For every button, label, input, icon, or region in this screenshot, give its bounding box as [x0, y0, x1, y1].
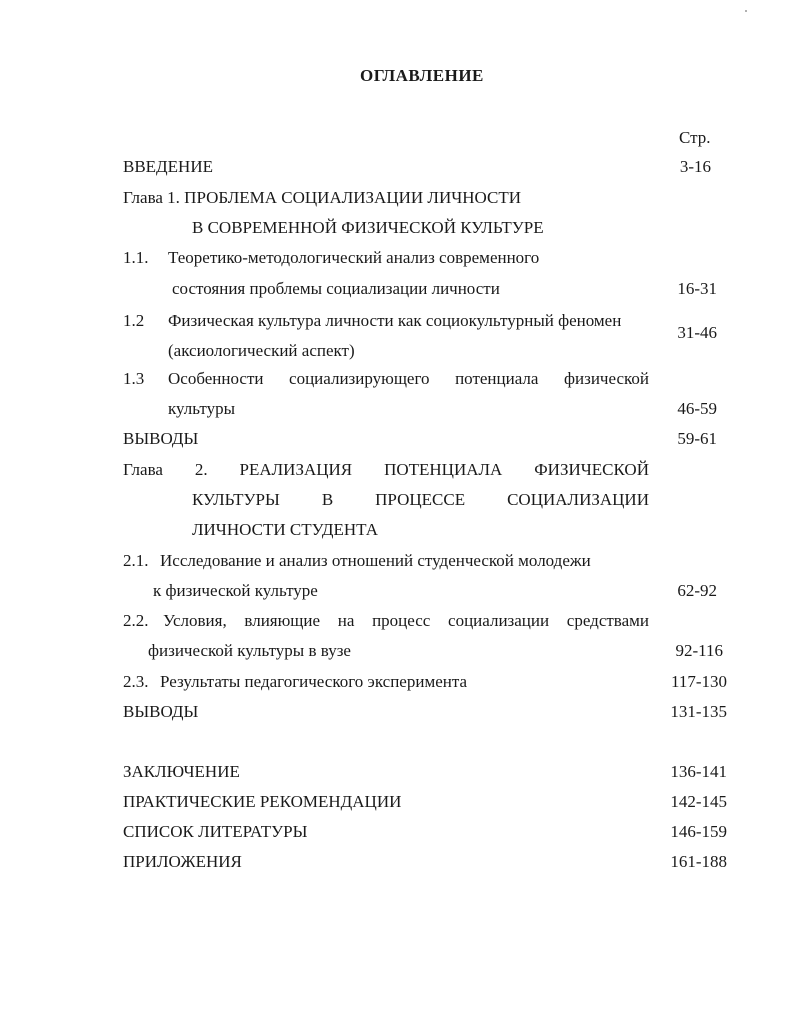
- toc-s22-word: средствами: [566, 611, 649, 630]
- toc-s21-line1: Исследование и анализ отношений студенческой молодежи: [160, 551, 591, 570]
- toc-appendices-pages: 161-188: [670, 852, 727, 871]
- toc-s22-word: Условия,: [163, 611, 227, 630]
- toc-chapter2-word: РЕАЛИЗАЦИЯ: [239, 460, 353, 479]
- toc-s12-pages: 31-46: [677, 323, 717, 342]
- toc-intro-pages: 3-16: [679, 157, 711, 176]
- toc-s13-pages: 46-59: [677, 399, 717, 418]
- toc-s23-pages: 117-130: [670, 672, 727, 691]
- toc-s22-word: социализации: [448, 611, 550, 630]
- toc-s22-line2: физической культуры в вузе: [148, 641, 351, 660]
- toc-s21-number: 2.1.: [123, 551, 149, 570]
- toc-recommendations-pages: 142-145: [670, 792, 727, 811]
- toc-chapter2-line3: ЛИЧНОСТИ СТУДЕНТА: [192, 520, 378, 539]
- toc-chapter2-line2: [192, 490, 649, 510]
- toc-appendices-label: ПРИЛОЖЕНИЯ: [123, 852, 242, 871]
- toc-chapter1-line2: В СОВРЕМЕННОЙ ФИЗИЧЕСКОЙ КУЛЬТУРЕ: [192, 218, 544, 237]
- toc-chapter1-line1: Глава 1. ПРОБЛЕМА СОЦИАЛИЗАЦИИ ЛИЧНОСТИ: [123, 188, 522, 207]
- toc-s23-number: 2.3.: [123, 672, 149, 691]
- toc-s12-line1: Физическая культура личности как социокультурный феномен: [168, 311, 622, 330]
- toc-s11-number: 1.1.: [123, 248, 149, 267]
- toc-s11-pages: 16-31: [677, 279, 717, 298]
- toc-chapter2-word: В: [321, 490, 334, 509]
- toc-s21-line2: к физической культуре: [153, 581, 318, 600]
- toc-s11-line1: Теоретико-методологический анализ современного: [168, 248, 540, 267]
- toc-conclusions1-pages: 59-61: [677, 429, 717, 448]
- toc-intro-label: ВВЕДЕНИЕ: [123, 157, 213, 176]
- toc-conclusions1-label: ВЫВОДЫ: [123, 429, 199, 448]
- toc-s22-word: процесс: [372, 611, 431, 630]
- toc-chapter2-word: ПОТЕНЦИАЛА: [384, 460, 503, 479]
- page-title: ОГЛАВЛЕНИЕ: [360, 66, 484, 85]
- toc-s13-line1: [168, 369, 649, 389]
- toc-chapter2-word: СОЦИАЛИЗАЦИИ: [507, 490, 649, 509]
- page-column-header: Стр.: [679, 128, 711, 147]
- toc-chapter2-line1: [123, 460, 649, 480]
- toc-conclusions2-pages: 131-135: [670, 702, 727, 721]
- toc-references-pages: 146-159: [670, 822, 727, 841]
- toc-chapter2-word: 2.: [194, 460, 208, 479]
- toc-chapter2-word: КУЛЬТУРЫ: [192, 490, 280, 509]
- toc-chapter2-word: Глава: [123, 460, 163, 479]
- toc-conclusions2-label: ВЫВОДЫ: [123, 702, 199, 721]
- toc-s11-line2: состояния проблемы социализации личности: [172, 279, 500, 298]
- toc-s21-pages: 62-92: [677, 581, 717, 600]
- toc-recommendations-label: ПРАКТИЧЕСКИЕ РЕКОМЕНДАЦИИ: [123, 792, 402, 811]
- toc-conclusion-label: ЗАКЛЮЧЕНИЕ: [123, 762, 240, 781]
- toc-s12-line2: (аксиологический аспект): [168, 341, 355, 360]
- toc-s22-word: на: [337, 611, 355, 630]
- toc-s23-line1: Результаты педагогического эксперимента: [160, 672, 468, 691]
- toc-s22-line1: [163, 611, 649, 631]
- toc-references-label: СПИСОК ЛИТЕРАТУРЫ: [123, 822, 308, 841]
- toc-s22-pages: 92-116: [675, 641, 723, 660]
- toc-s22-word: влияющие: [244, 611, 321, 630]
- toc-s13-word: потенциала: [455, 369, 539, 388]
- scan-speck: [745, 10, 747, 12]
- toc-s13-word: физической: [564, 369, 649, 388]
- toc-s22-number: 2.2.: [123, 611, 149, 630]
- toc-s12-number: 1.2: [123, 311, 145, 330]
- toc-s13-number: 1.3: [123, 369, 145, 388]
- toc-conclusion-pages: 136-141: [670, 762, 727, 781]
- toc-s13-line2: культуры: [168, 399, 235, 418]
- toc-s13-word: Особенности: [168, 369, 264, 388]
- toc-chapter2-word: ПРОЦЕССЕ: [375, 490, 466, 509]
- toc-s13-word: социализирующего: [289, 369, 430, 388]
- toc-chapter2-word: ФИЗИЧЕСКОЙ: [534, 460, 649, 479]
